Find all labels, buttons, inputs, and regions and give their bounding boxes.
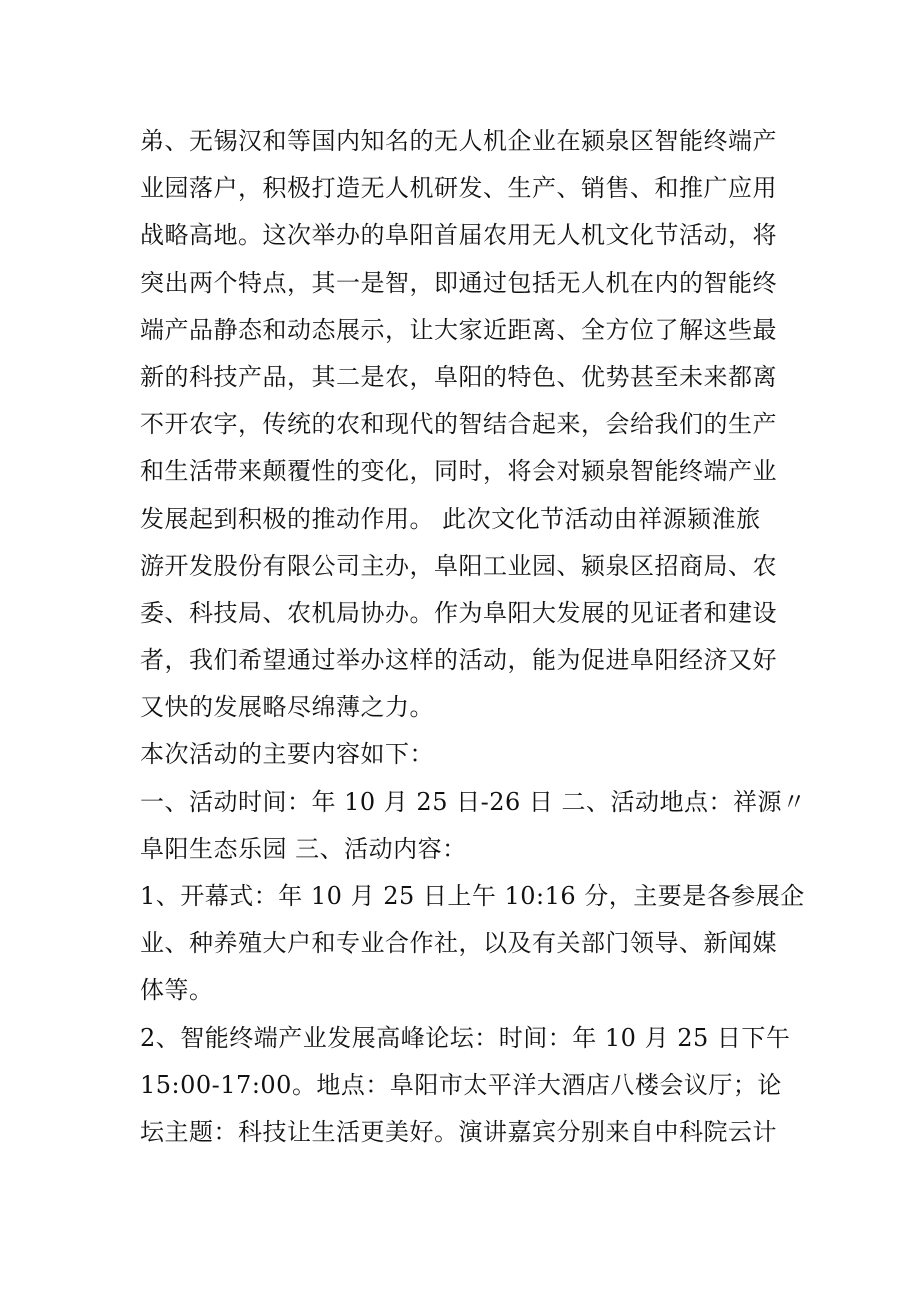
text-line: 不开农字，传统的农和现代的智结合起来，会给我们的生产	[140, 410, 777, 439]
text-line: 业、种养殖大户和专业合作社，以及有关部门领导、新闻媒	[140, 929, 777, 958]
text-line: 阜阳生态乐园 三、活动内容：	[140, 834, 467, 863]
text-line: 15:00-17:00。地点：阜阳市太平洋大酒店八楼会议厅；论	[140, 1070, 782, 1099]
text-line: 和生活带来颠覆性的变化，同时，将会对颍泉智能终端产业	[140, 457, 777, 486]
text-line: 一、活动时间：年 10 月 25 日-26 日 二、活动地点：祥源〃	[140, 787, 807, 816]
text-line: 发展起到积极的推动作用。 此次文化节活动由祥源颍淮旅	[140, 504, 761, 533]
text-line: 新的科技产品，其二是农，阜阳的特色、优势甚至未来都离	[140, 362, 777, 391]
text-line: 战略高地。这次举办的阜阳首届农用无人机文化节活动，将	[140, 221, 777, 250]
document-body	[140, 118, 807, 1156]
text-line: 弟、无锡汉和等国内知名的无人机企业在颍泉区智能终端产	[140, 127, 777, 155]
text-line: 游开发股份有限公司主办，阜阳工业园、颍泉区招商局、农	[140, 551, 777, 580]
text-line: 本次活动的主要内容如下：	[140, 740, 434, 769]
text-line: 者，我们希望通过举办这样的活动，能为促进阜阳经济又好	[140, 646, 777, 675]
text-line: 业园落户，积极打造无人机研发、生产、销售、和推广应用	[140, 174, 777, 203]
text-line: 2、智能终端产业发展高峰论坛：时间：年 10 月 25 日下午	[140, 1023, 791, 1052]
text-line: 又快的发展略尽绵薄之力。	[140, 693, 434, 722]
text-line: 端产品静态和动态展示，让大家近距离、全方位了解这些最	[140, 315, 777, 344]
text-line: 突出两个特点，其一是智，即通过包括无人机在内的智能终	[140, 268, 777, 297]
text-line: 1、开幕式：年 10 月 25 日上午 10:16 分，主要是各参展企	[140, 882, 805, 910]
text-line: 体等。	[140, 976, 214, 1005]
text-line: 委、科技局、农机局协办。作为阜阳大发展的见证者和建设	[140, 598, 777, 627]
text-line: 坛主题：科技让生活更美好。演讲嘉宾分别来自中科院云计	[140, 1117, 777, 1146]
